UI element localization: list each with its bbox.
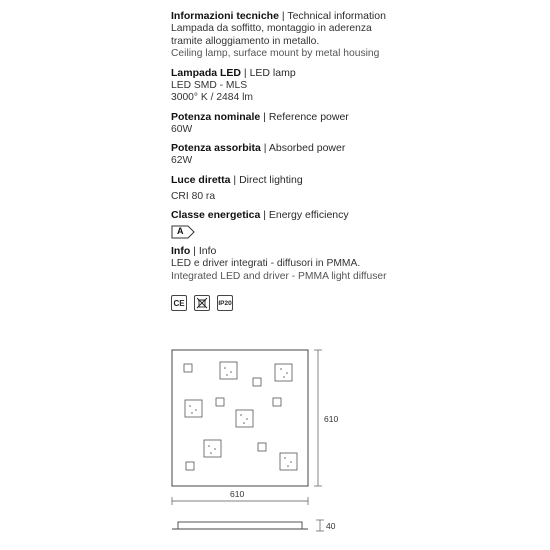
led-line-1: LED SMD - MLS (171, 79, 248, 91)
heading-en: Reference power (268, 110, 349, 123)
direct-light-value: CRI 80 ra (171, 190, 216, 202)
heading-it: Informazioni tecniche (171, 10, 279, 22)
technical-line-3: Ceiling lamp, surface mount by metal housing (171, 48, 380, 59)
technical-line-1: Lampada da soffitto, montaggio in aderenza (171, 23, 372, 34)
ip-rating-label: IP20 (218, 299, 232, 307)
height-dimension-label: 610 (324, 414, 339, 424)
depth-dimension-label: 40 (326, 521, 336, 531)
heading-separator: | (278, 10, 288, 22)
led-dots (189, 367, 292, 467)
heading-en: Info (198, 245, 217, 257)
heading-it: Potenza assorbita (171, 142, 261, 154)
ce-mark-label: CE (173, 298, 185, 308)
heading-en: Technical information (287, 10, 386, 22)
heading-en: Absorbed power (268, 142, 346, 154)
info-line-1: LED e driver integrati - diffusori in PMMA. (171, 258, 361, 269)
heading-separator: | (190, 245, 199, 257)
heading-separator: | (260, 209, 269, 221)
width-dimension-label: 610 (230, 489, 245, 499)
heading-en: Energy efficiency (268, 209, 349, 221)
heading-en: LED lamp (249, 66, 296, 79)
nominal-power-value: 60W (171, 123, 193, 135)
led-line-2: 3000° K / 2484 lm (171, 92, 253, 103)
heading-separator: | (260, 110, 269, 123)
diffuser-squares (184, 362, 297, 470)
energy-class-value: A (177, 226, 184, 236)
heading-separator: | (260, 142, 269, 154)
heading-it: Luce diretta (171, 173, 231, 186)
lamp-side-view (178, 522, 302, 529)
info-line-2: Integrated LED and driver - PMMA light diffuser (171, 270, 387, 282)
heading-it: Classe energetica (171, 209, 261, 221)
heading-it: Potenza nominale (171, 110, 261, 123)
heading-separator: | (230, 173, 240, 186)
absorbed-power-value: 62W (171, 155, 193, 166)
heading-it: Info (171, 245, 191, 257)
heading-separator: | (241, 66, 250, 79)
height-dimension-line (314, 350, 322, 486)
heading-en: Direct lighting (239, 173, 303, 186)
heading-it: Lampada LED (171, 66, 242, 79)
technical-line-2: tramite alloggiamento in metallo. (171, 35, 320, 47)
depth-dimension-line (316, 520, 324, 531)
